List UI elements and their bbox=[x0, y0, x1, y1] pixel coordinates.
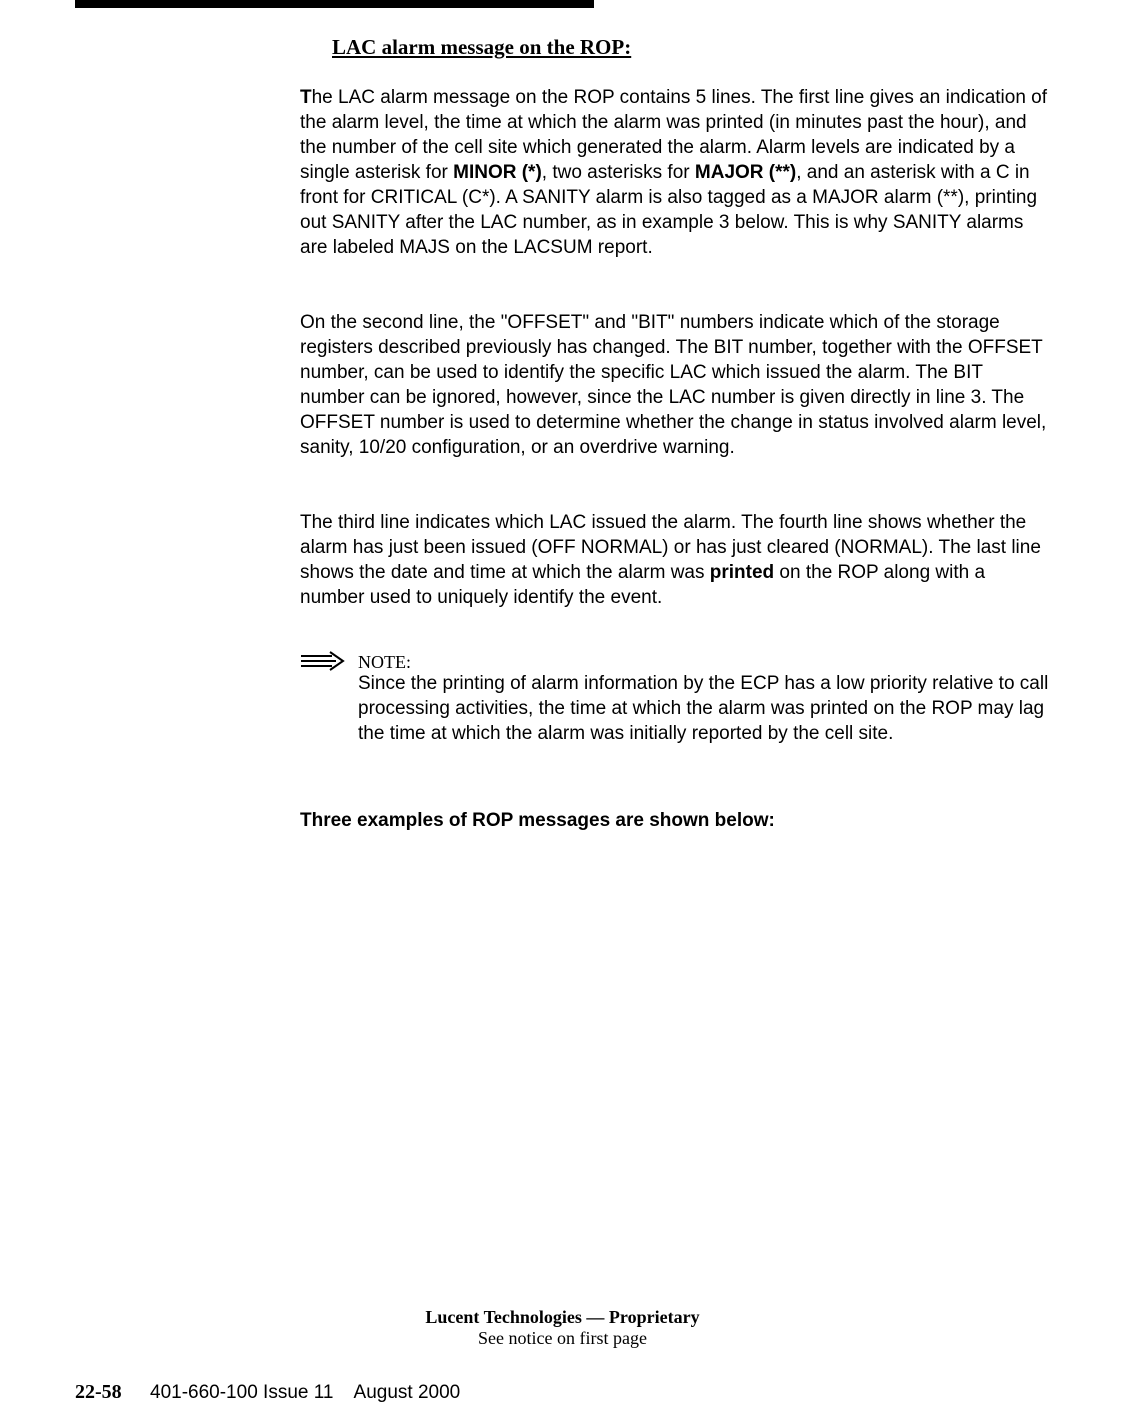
text-run: , two asterisks for bbox=[541, 162, 695, 183]
bold-term-printed: printed bbox=[709, 562, 775, 583]
text-run: , and an asterisk with a C in front for CRITICAL (C*). A SANITY alarm is also tagged as a MAJOR alarm (**), printing out SANITY after the LAC number, as in example 3 below. This is why SANITY alarms are labeled MAJS on the LACSUM report. bbox=[300, 162, 1038, 258]
paragraph-offset-bit: On the second line, the "OFFSET" and "BIT" numbers indicate which of the storage registers described previously has changed. The BIT number, together with the OFFSET number, can be used to identify the specific LAC which issued the alarm. The BIT number can be ignored, however, since the LAC number is given directly in line 3. The OFFSET number is used to determine whether the change in status involved alarm level, sanity, 10/20 configuration, or an overdrive warning. bbox=[300, 312, 1047, 458]
paragraph-alarm-levels bbox=[300, 85, 1050, 260]
page-number: 22-58 bbox=[75, 1381, 122, 1403]
examples-heading: Three examples of ROP messages are shown below: bbox=[300, 810, 775, 831]
note-arrow-icon bbox=[300, 651, 346, 671]
footer-company: Lucent Technologies — Proprietary bbox=[425, 1307, 700, 1327]
note-text: Since the printing of alarm information by the ECP has a low priority relative to call processing activities, the time at which the alarm was printed on the ROP may lag the time at which the alarm was initially reported by the cell site. bbox=[358, 673, 1049, 744]
bold-term-major: MAJOR (**) bbox=[694, 162, 797, 183]
top-rule bbox=[75, 0, 594, 8]
section-heading: LAC alarm message on the ROP: bbox=[332, 35, 632, 59]
paragraph-lines-three-to-five bbox=[300, 510, 1050, 610]
text-run: The third line indicates which LAC issued the alarm. The fourth line shows whether the alarm has just been issued (OFF NORMAL) or has just cleared (NORMAL). The last line shows the date and time at which the alarm was bbox=[300, 512, 1041, 583]
doc-info: 401-660-100 Issue 11 August 2000 bbox=[150, 1382, 461, 1403]
footer-notice: See notice on first page bbox=[478, 1328, 647, 1348]
text-run: on the ROP along with a number used to uniquely identify the event. bbox=[300, 562, 986, 608]
drop-cap: T bbox=[300, 87, 312, 108]
text-run: he LAC alarm message on the ROP contains 5 lines. The first line gives an indication of the alarm level, the time at which the alarm was printed (in minutes past the hour), and the number of the cell site which generated the alarm. Alarm levels are indicated by a single asterisk for bbox=[300, 87, 1048, 183]
bold-term-minor: MINOR (*) bbox=[453, 162, 542, 183]
note-label: NOTE: bbox=[358, 652, 411, 672]
